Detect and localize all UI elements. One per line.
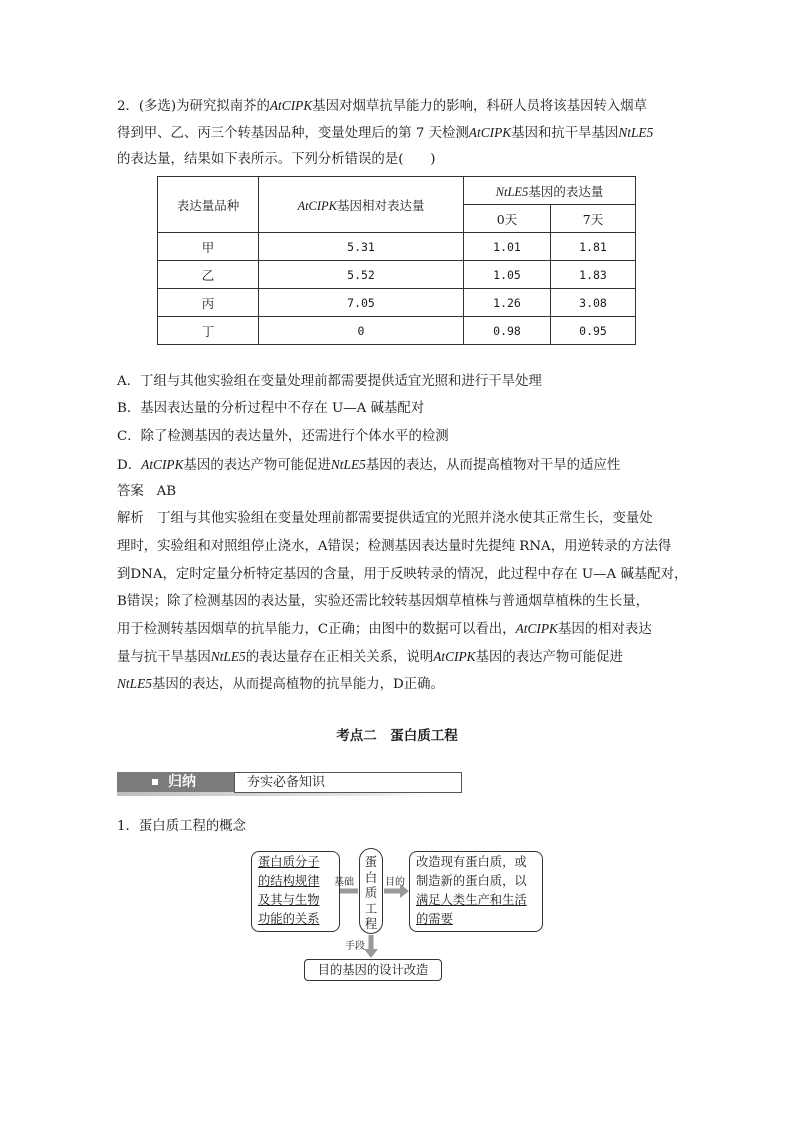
label-means: 手段	[345, 941, 365, 952]
cell-value: 7.05	[259, 289, 464, 317]
gene-name: AtCIPK	[269, 98, 313, 113]
gene-name: AtCIPK	[433, 649, 476, 664]
purpose-text: 的需要	[416, 912, 453, 926]
basis-text: 的结构规律	[258, 874, 320, 888]
purpose-text: 改造现有蛋白质，或	[416, 855, 527, 869]
cell-value: 0.98	[464, 317, 551, 345]
question-text: 基因对烟草抗旱能力的影响，科研人员将该基因转入烟草	[312, 99, 648, 114]
option-text: 基因的表达，从而提高植物对干旱的适应性	[365, 458, 621, 473]
header-variety: 表达量品种	[158, 177, 259, 233]
analysis-text: 量与抗干旱基因	[117, 650, 211, 665]
purpose-box	[409, 851, 543, 932]
banner-right-text: 夯实必备知识	[247, 775, 326, 790]
cell-value: 1.05	[464, 261, 551, 289]
gene-name: NtLE5	[117, 676, 152, 691]
option-a: A．丁组与其他实验组在变量处理前都需要提供适宜光照和进行干旱处理	[117, 374, 542, 389]
analysis-line: 理时，实验组和对照组停止浇水，A错误；检测基因表达量时先提纯 RNA，用逆转录的方法得	[117, 539, 672, 554]
gene-name: NtLE5	[210, 649, 246, 664]
cell-variety: 甲	[158, 233, 259, 261]
cell-variety: 乙	[158, 261, 259, 289]
cell-value: 3.08	[551, 289, 636, 317]
cell-value: 5.52	[259, 261, 464, 289]
analysis-line: 到DNA，定时定量分析特定基因的含量，用于反映转录的情况，此过程中存在 U—A 碱基配对，	[117, 567, 688, 582]
gene-name: AtCIPK	[468, 125, 512, 140]
item-heading: 1．蛋白质工程的概念	[117, 819, 247, 834]
analysis-text: 的表达量存在正相关关系，说明	[245, 650, 434, 665]
section-title: 考点二 蛋白质工程	[336, 728, 458, 744]
gene-name: NtLE5	[495, 184, 529, 199]
purpose-text-part: 制造新的蛋白质，以	[416, 874, 527, 888]
header-text: 基因相对表达量	[337, 197, 425, 213]
answer-value: AB	[156, 484, 177, 499]
analysis-text: 基因的相对表达	[557, 622, 652, 637]
gene-name: AtCIPK	[141, 457, 184, 472]
cell-value: 1.81	[551, 233, 636, 261]
label-basis: 基础	[334, 877, 354, 888]
means-arrowhead	[364, 949, 378, 958]
analysis-line: B错误；除了检测基因的表达量，实验还需比较转基因烟草植株与普通烟草植株的生长量，	[117, 594, 650, 609]
answer-label: 答案	[117, 484, 144, 499]
banner-left-text: 归纳	[168, 774, 196, 790]
header-day7: 7天	[551, 205, 636, 233]
question-text: 基因和抗干旱基因	[511, 126, 619, 141]
question-text: 的表达量，结果如下表所示。下列分析错误的是( )	[117, 152, 436, 167]
gene-name: NtLE5	[330, 457, 366, 472]
basis-box	[251, 851, 340, 932]
header-day0: 0天	[464, 205, 551, 233]
cell-value: 1.01	[464, 233, 551, 261]
option-text: 基因的表达产物可能促进	[183, 458, 331, 473]
cell-value: 1.83	[551, 261, 636, 289]
option-c: C．除了检测基因的表达量外，还需进行个体水平的检测	[117, 429, 449, 444]
means-box	[304, 959, 442, 981]
basis-text: 蛋白质分子	[258, 855, 320, 869]
center-char: 工	[364, 901, 378, 916]
label-purpose: 目的	[385, 877, 405, 888]
gene-name: AtCIPK	[515, 621, 558, 636]
gene-name: NtLE5	[618, 125, 654, 140]
basis-text: 功能的关系	[258, 912, 320, 926]
purpose-text	[416, 872, 536, 891]
means-text: 目的基因的设计改造	[317, 963, 429, 977]
analysis-text: 用于检测转基因烟草的抗旱能力，C正确；由图中的数据可以看出，	[117, 622, 516, 637]
option-text: D．	[117, 458, 142, 473]
cell-value: 5.31	[259, 233, 464, 261]
center-char: 蛋	[364, 855, 378, 869]
analysis-text: 基因的表达，从而提高植物的抗旱能力，D正确。	[151, 677, 444, 692]
center-char: 白	[364, 870, 378, 885]
protein-engineering-node	[359, 848, 383, 934]
cell-value: 1.26	[464, 289, 551, 317]
option-b: B．基因表达量的分析过程中不存在 U—A 碱基配对	[117, 401, 425, 416]
center-char: 质	[364, 886, 378, 900]
cell-value: 0.95	[551, 317, 636, 345]
analysis-text: 基因的表达产物可能促进	[475, 650, 623, 665]
cell-variety: 丁	[158, 317, 259, 345]
center-char: 程	[364, 917, 378, 931]
gene-name: AtCIPK	[297, 198, 338, 213]
question-text: 得到甲、乙、丙三个转基因品种，变量处理后的第 7 天检测	[117, 126, 469, 141]
purpose-text: 满足人类生产和生活	[416, 893, 527, 907]
basis-text: 及其与生物	[258, 893, 320, 907]
header-text: 基因的表达量	[528, 183, 604, 199]
cell-value: 0	[259, 317, 464, 345]
question-text: 2．(多选)为研究拟南芥的	[117, 99, 270, 114]
cell-variety: 丙	[158, 289, 259, 317]
analysis-line: 解析 丁组与其他实验组在变量处理前都需要提供适宜的光照并浇水使其正常生长，变量处	[117, 511, 653, 526]
